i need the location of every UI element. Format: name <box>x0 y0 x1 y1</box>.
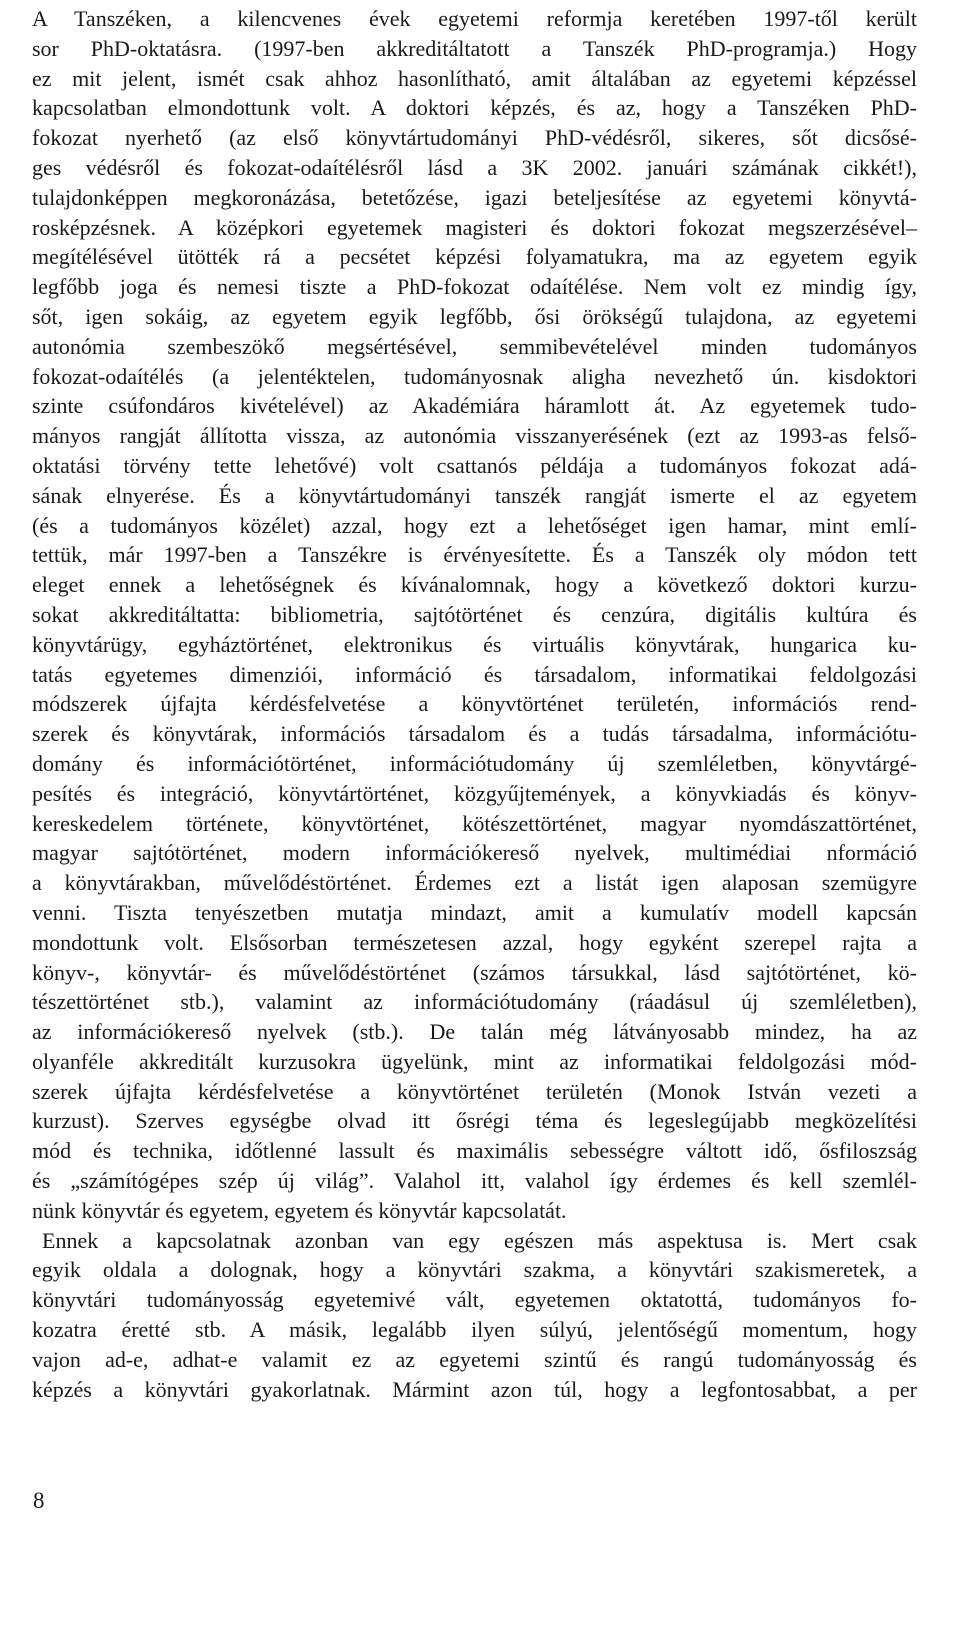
text-line: kozatra éretté stb. A másik, legalább ilyen súlyú, jelentőségű momentum, hogy <box>32 1317 917 1343</box>
text-line: szinte csúfondáros kivételével) az Akadémiára háramlott át. Az egyetemek tudo- <box>32 393 917 419</box>
text-line: olyanféle akkreditált kurzusokra ügyelünk, mint az informatikai feldolgozási mód- <box>32 1048 917 1074</box>
text-line: és „számítógépes szép új világ”. Valahol itt, valahol így érdemes és kell szemlél- <box>32 1168 917 1194</box>
text-line: sőt, igen sokáig, az egyetem egyik legfőbb, ősi örökségű tulajdona, az egyetemi <box>32 303 917 329</box>
text-line: kurzust). Szerves egységbe olvad itt ősrégi téma és legeslegújabb megközelítési <box>32 1108 917 1134</box>
text-line: a könyvtárakban, művelődéstörténet. Érdemes ezt a listát igen alaposan szemügyre <box>32 870 917 896</box>
text-line: mód és technika, időtlenné lassult és maximális sebességre váltott idő, ősfiloszság <box>32 1138 917 1164</box>
text-line: könyv-, könyvtár- és művelődéstörténet (számos társukkal, lásd sajtótörténet, kö- <box>32 959 917 985</box>
text-line: sának elnyerése. És a könyvtártudományi tanszék rangját ismerte el az egyetem <box>32 482 917 508</box>
text-line: tészettörténet stb.), valamint az információtudomány (ráadásul új szemléletben), <box>32 989 917 1015</box>
text-line: rosképzésnek. A középkori egyetemek magisteri és doktori fokozat megszerzésével– <box>32 214 917 240</box>
text-line: eleget ennek a lehetőségnek és kívánalomnak, hogy a következő doktori kurzu- <box>32 572 917 598</box>
text-line: magyar sajtótörténet, modern információkereső nyelvek, multimédiai nformáció <box>32 840 917 866</box>
page-number: 8 <box>33 1488 45 1513</box>
text-line: mányos rangját állította vissza, az autonómia visszanyerésének (ezt az 1993-as felső- <box>32 423 917 449</box>
text-line: tatás egyetemes dimenziói, információ és társadalom, informatikai feldolgozási <box>32 661 917 687</box>
text-line: módszerek újfajta kérdésfelvetése a könyvtörténet területén, információs rend- <box>32 691 917 717</box>
text-line: autonómia szembeszökő megsértésével, semmibevételével minden tudományos <box>32 333 917 359</box>
text-line: megítélésével ütötték rá a pecsétet képzési folyamatukra, ma az egyetem egyik <box>32 244 917 270</box>
text-line: szerek újfajta kérdésfelvetése a könyvtörténet területén (Monok István vezeti a <box>32 1078 917 1104</box>
text-line: fokozat-odaítélés (a jelentéktelen, tudományosnak aligha nevezhető ún. kisdoktori <box>32 363 917 389</box>
paragraph <box>32 1226 917 1405</box>
text-line: tulajdonképpen megkoronázása, betetőzése, igazi beteljesítése az egyetemi könyvtá- <box>32 184 917 210</box>
text-line: ges védésről és fokozat-odaítélésről lásd a 3K 2002. januári számának cikkét!), <box>32 154 917 180</box>
text-line: kereskedelem története, könyvtörténet, kötészettörténet, magyar nyomdászattörténet, <box>32 810 917 836</box>
text-line: (és a tudományos közélet) azzal, hogy ezt a lehetőséget igen hamar, mint emlí- <box>32 512 917 538</box>
text-line: Ennek a kapcsolatnak azonban van egy egészen más aspektusa is. Mert csak <box>42 1227 917 1253</box>
text-line: kapcsolatban elmondottunk volt. A doktori képzés, és az, hogy a Tanszéken PhD- <box>32 95 917 121</box>
text-line: sokat akkreditáltatta: bibliometria, sajtótörténet és cenzúra, digitális kultúra és <box>32 601 917 627</box>
text-line: A Tanszéken, a kilencvenes évek egyetemi reformja keretében 1997-től került <box>32 6 917 31</box>
text-line: oktatási törvény tette lehetővé) volt csattanós példája a tudományos fokozat adá- <box>32 452 917 478</box>
text-line: venni. Tiszta tenyészetben mutatja mindazt, amit a kumulatív modell kapcsán <box>32 899 917 925</box>
paragraph <box>32 4 917 1226</box>
text-line: képzés a könyvtári gyakorlatnak. Mármint azon túl, hogy a legfontosabbat, a per <box>32 1376 917 1402</box>
text-line: ez mit jelent, ismét csak ahhoz hasonlítható, amit általában az egyetemi képzéssel <box>32 65 917 91</box>
text-line: szerek és könyvtárak, információs társadalom és a tudás társadalma, információtu- <box>32 721 917 747</box>
text-line: tettük, már 1997-ben a Tanszékre is érvényesítette. És a Tanszék oly módon tett <box>32 542 917 568</box>
text-line: nünk könyvtár és egyetem, egyetem és könyvtár kapcsolatát. <box>32 1197 567 1223</box>
text-line: domány és információtörténet, információtudomány új szemléletben, könyvtárgé- <box>32 750 917 776</box>
text-line: könyvtárügy, egyháztörténet, elektronikus és virtuális könyvtárak, hungarica ku- <box>32 631 917 657</box>
text-line: az információkereső nyelvek (stb.). De talán még látványosabb mindez, ha az <box>32 1019 917 1045</box>
text-line: legfőbb joga és nemesi tiszte a PhD-fokozat odaítélése. Nem volt ez mindig így, <box>32 274 917 300</box>
text-line: könyvtári tudományosság egyetemivé vált, egyetemen oktatottá, tudományos fo- <box>32 1287 917 1313</box>
text-line: mondottunk volt. Elsősorban természetesen azzal, hogy egyként szerepel rajta a <box>32 929 917 955</box>
text-line: fokozat nyerhető (az első könyvtártudományi PhD-védésről, sikeres, sőt dicsősé- <box>32 125 917 151</box>
text-line: pesítés és integráció, könyvtártörténet, közgyűjtemények, a könyvkiadás és könyv- <box>32 780 917 806</box>
text-line: sor PhD-oktatásra. (1997-ben akkreditáltatott a Tanszék PhD-programja.) Hogy <box>32 35 917 61</box>
text-line: egyik oldala a dolognak, hogy a könyvtári szakma, a könyvtári szakismeretek, a <box>32 1257 917 1283</box>
text-line: vajon ad-e, adhat-e valamit ez az egyetemi szintű és rangú tudományosság és <box>32 1346 917 1372</box>
body-text <box>32 4 917 1404</box>
